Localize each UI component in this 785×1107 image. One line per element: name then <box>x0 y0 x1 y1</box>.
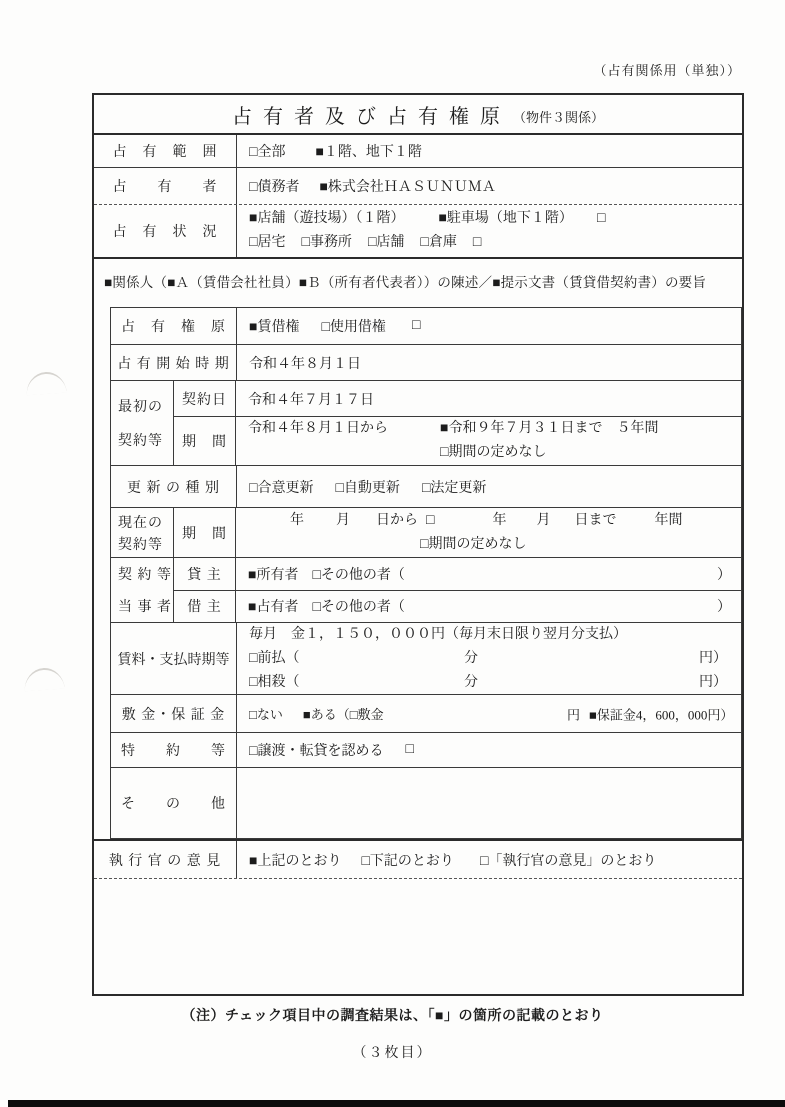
form-table <box>92 93 744 996</box>
label-current-contract-line2: 契約等 <box>118 537 163 553</box>
checkbox-option-as-below: □下記のとおり <box>361 853 454 869</box>
rent-offset-yen-label: 円） <box>699 674 727 690</box>
cell-occupancy-range <box>237 135 742 167</box>
cell-first-period <box>236 417 741 465</box>
cell-occupancy-status <box>237 205 742 257</box>
cell-contract-date <box>236 381 741 416</box>
empty-remarks-area <box>94 879 742 994</box>
label-lessor: 貸 主 <box>174 558 236 590</box>
row-occupant <box>94 168 742 205</box>
label-special-terms: 特 約 等 <box>111 733 237 767</box>
first-period-line2 <box>248 441 741 465</box>
label-title-of-possession: 占 有 権 原 <box>111 308 237 344</box>
checkbox-option-has-deposit: ■ある（□敷金 <box>302 707 384 722</box>
subrow-first-period <box>174 417 741 465</box>
checkbox-option-store-amusement: ■店舗（遊技場）（１階） <box>249 211 405 226</box>
current-period-line1 <box>248 509 741 533</box>
blank-month-until: 月 <box>536 512 551 528</box>
label-first-period: 期 間 <box>174 417 236 465</box>
label-first-contract-line1: 最初の <box>118 400 163 415</box>
label-parties-line1: 契 約 等 <box>118 568 172 583</box>
row-special-terms <box>111 733 741 768</box>
row-current-contract <box>111 508 741 558</box>
label-contract-date: 契約日 <box>174 381 236 416</box>
checkbox-option-blank: □ <box>596 211 606 226</box>
blank-day-until: 日まで <box>574 512 617 528</box>
scan-artifact-arc <box>23 667 64 692</box>
current-period-none: □期間の定めなし <box>420 536 527 552</box>
blank-month-from: 月 <box>336 512 350 528</box>
rent-offset-line <box>249 671 741 695</box>
footer-note: （注）チェック項目中の調査結果は、「■」の箇所の記載のとおり <box>181 1007 604 1023</box>
rent-amount-line <box>249 623 741 647</box>
rent-offset-min-label: 分 <box>464 674 478 690</box>
cell-renewal-type <box>237 466 741 507</box>
label-parties-line2: 当 事 者 <box>118 600 172 615</box>
parties-group <box>174 558 741 622</box>
scan-edge-artifact <box>8 1100 785 1107</box>
cell-lessor <box>236 558 741 590</box>
checkbox-option-warehouse: □倉庫 <box>420 235 457 250</box>
checkbox-option-office: □事務所 <box>301 235 352 250</box>
label-lessee: 借 主 <box>174 591 236 623</box>
rent-amount: 毎月 金１，１５０，０００円（毎月末日限り翌月分支払） <box>249 626 627 642</box>
row-rent <box>111 623 741 695</box>
statement-table <box>110 307 742 839</box>
current-period-line2 <box>248 533 741 557</box>
lessor-options: ■所有者 □その他の者（ <box>248 567 405 583</box>
cell-current-period <box>236 508 741 557</box>
checkbox-option-no-deposit: □ない <box>249 707 283 722</box>
corner-note: （占有関係用（単独）） <box>593 63 741 78</box>
first-contract-group <box>174 381 741 465</box>
form-title: 占 有 者 及 び 占 有 権 原 <box>231 105 503 128</box>
first-period-until: ■令和９年７月３１日まで ５年間 <box>440 421 659 436</box>
checkbox-option-debtor: □債務者 <box>249 180 300 195</box>
row-renewal-type <box>111 466 741 508</box>
guarantee-amount: ■保証金4，600，000円） <box>589 707 734 722</box>
label-first-contract <box>111 381 174 465</box>
checkbox-option-transfer-sublease: □譲渡・転貸を認める <box>249 744 384 759</box>
page-number: （３枚目） <box>352 1046 433 1061</box>
checkbox-option-all: □全部 <box>249 145 286 160</box>
row-statement-header <box>94 259 742 302</box>
checkbox-option-blank: □ <box>411 318 421 333</box>
label-occupant: 占 有 者 <box>94 168 237 204</box>
lessee-close-paren: ） <box>717 600 731 616</box>
cell-special-terms <box>237 733 741 767</box>
checkbox-option-prepaid: □前払（ <box>249 650 300 666</box>
row-occupancy-status <box>94 205 742 259</box>
label-deposit: 敷 金・保 証 金 <box>111 695 237 732</box>
checkbox-option-statutory-renewal: □法定更新 <box>421 480 487 496</box>
rent-prepaid-yen-label: 円） <box>699 650 727 666</box>
checkbox-option-store: □店舗 <box>367 235 405 250</box>
checkbox-option-loan-right: □使用借権 <box>321 320 386 335</box>
form-title-row <box>94 95 742 135</box>
cell-occupant <box>237 168 742 204</box>
row-officer-opinion <box>94 839 742 879</box>
occupancy-start-date: 令和４年８月１日 <box>249 356 361 372</box>
checkbox-option-residence: □居宅 <box>249 235 286 250</box>
checkbox-option-auto-renewal: □自動更新 <box>335 480 400 496</box>
checkbox-option-lease-right: ■賃借権 <box>249 320 300 335</box>
row-deposit <box>111 695 741 733</box>
label-occupancy-range: 占 有 範 囲 <box>94 135 237 167</box>
lessee-options: ■占有者 □その他の者（ <box>248 600 405 616</box>
first-period-from: 令和４年８月１日から <box>248 421 388 436</box>
row-other <box>111 768 741 838</box>
occupancy-status-line1 <box>249 207 742 231</box>
subrow-lessor <box>174 558 741 591</box>
row-first-contract <box>111 381 741 466</box>
rent-prepaid-min-label: 分 <box>464 650 478 666</box>
label-occupancy-status: 占 有 状 況 <box>94 205 237 257</box>
subrow-contract-date <box>174 381 741 417</box>
checkbox-option-as-opinion-sheet: □「執行官の意見」のとおり <box>479 853 657 869</box>
scan-artifact-arc <box>25 371 66 396</box>
contract-date-value: 令和４年７月１７日 <box>248 392 374 408</box>
label-parties <box>111 558 174 622</box>
label-officer-opinion: 執 行 官 の 意 見 <box>94 841 237 878</box>
row-occupancy-range <box>94 135 742 168</box>
label-current-contract-line1: 現在の <box>118 515 163 531</box>
blank-year-until: 年 <box>492 512 507 528</box>
label-other: そ の 他 <box>111 768 237 838</box>
first-period-none: □期間の定めなし <box>440 445 547 460</box>
checkbox-option-blank: □ <box>472 235 482 250</box>
subrow-lessee <box>174 591 741 623</box>
checkbox-option-agreed-renewal: □合意更新 <box>249 480 314 496</box>
row-parties <box>111 558 741 623</box>
subrow-current-period <box>174 508 741 557</box>
blank-years-count: 年間 <box>654 512 683 528</box>
cell-lessee <box>236 591 741 623</box>
first-period-line1 <box>248 417 741 441</box>
cell-other <box>237 768 741 838</box>
checkbox-option-parking: ■駐車場（地下１階） <box>438 211 573 226</box>
cell-deposit <box>237 695 741 732</box>
label-current-period: 期 間 <box>174 508 236 557</box>
statement-header-text: ■関係人（■Ａ（賃借会社社員）■Ｂ（所有者代表者））の陳述／■提示文書（賃貸借契約書）の要旨 <box>104 274 707 290</box>
deposit-yen-label: 円 <box>567 707 581 722</box>
blank-day-from: 日から <box>376 512 418 528</box>
label-rent: 賃料・支払時期等 <box>111 623 237 694</box>
row-title-of-possession <box>111 308 741 345</box>
checkbox-option-blank: □ <box>405 742 414 757</box>
row-occupancy-start <box>111 345 741 381</box>
cell-rent <box>237 623 741 694</box>
occupancy-status-line2 <box>249 231 742 255</box>
lessor-close-paren: ） <box>717 567 731 583</box>
checkbox-blank: □ <box>426 512 435 528</box>
checkbox-option-as-above: ■上記のとおり <box>249 853 342 869</box>
blank-year-from: 年 <box>290 512 304 528</box>
cell-occupancy-start <box>237 345 741 380</box>
label-renewal-type: 更 新 の 種 別 <box>111 466 237 507</box>
cell-officer-opinion <box>237 841 742 878</box>
rent-prepaid-line <box>249 647 741 671</box>
form-title-note: （物件３関係） <box>512 109 604 125</box>
label-current-contract <box>111 508 174 557</box>
label-first-contract-line2: 契約等 <box>118 434 163 449</box>
label-occupancy-start: 占 有 開 始 時 期 <box>111 345 237 380</box>
current-contract-group <box>174 508 741 557</box>
checkbox-option-floor1-b1: ■１階、地下１階 <box>315 145 422 160</box>
cell-title-of-possession <box>237 308 741 344</box>
checkbox-option-offset: □相殺（ <box>249 674 300 690</box>
checkbox-option-company: ■株式会社ＨＡＳＵＮＵＭＡ <box>319 180 496 195</box>
